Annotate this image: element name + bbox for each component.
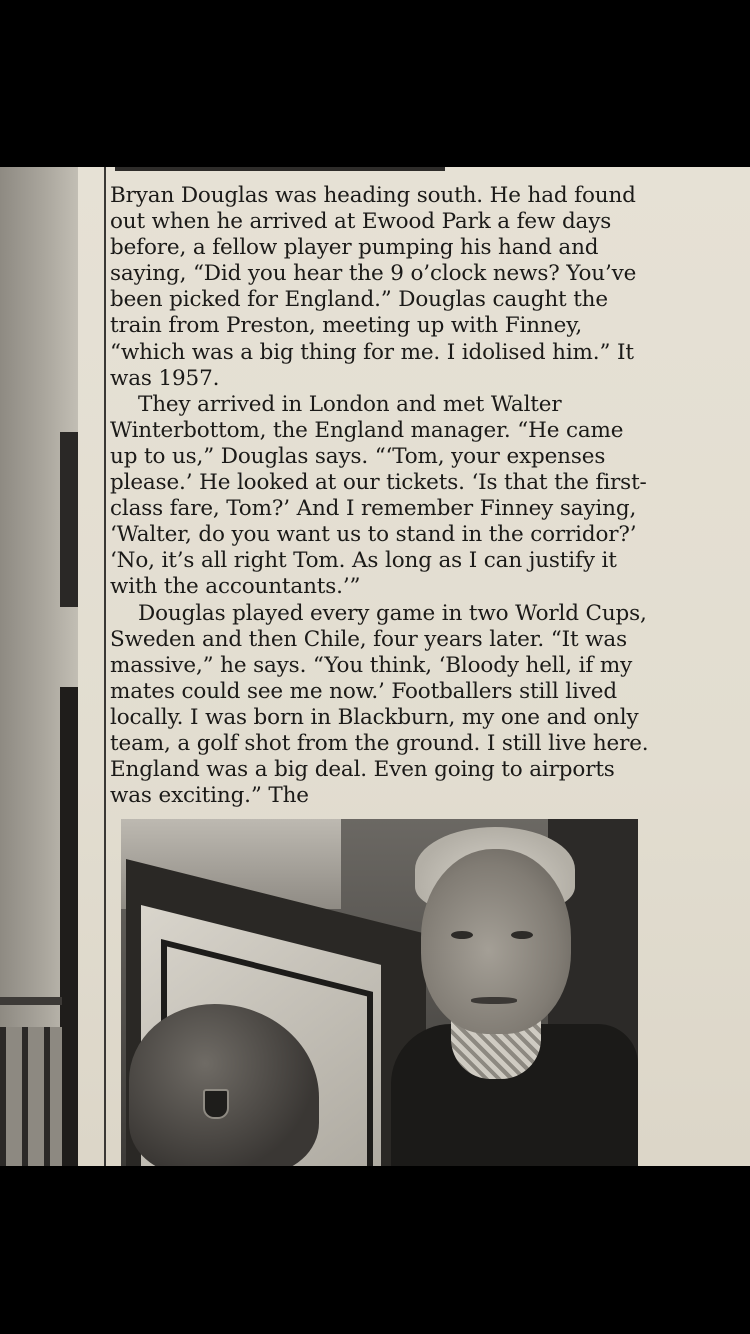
paragraph-2: They arrived in London and met Walter Winterbottom, the England manager. “He came up to us,” Douglas says. “‘Tom, your expenses please.’ He looked at our tickets. ‘Is that the first-class fare, Tom?’ And I remember Finney saying, ‘Walter, do you want us to stand in the corridor?’ ‘No, it’s all right Tom. As long as I can justify it with the accountants.’” (110, 391, 647, 600)
man-face (421, 849, 571, 1034)
adjacent-page-edge (0, 167, 78, 1166)
newspaper-photo (0, 167, 750, 1166)
paragraph-3: Douglas played every game in two World Cups, Sweden and then Chile, four years later. “It was massive,” he says. “You think, ‘Bloody hell, if my mates could see me now.’ Footballers still lived locally. I was born in Blackburn, my one and only team, a golf shot from the ground. I still live here. England was a big deal. Even going to airports was exciting.” The (110, 600, 649, 809)
article-text (110, 183, 650, 809)
paragraph-1: Bryan Douglas was heading south. He had found out when he arrived at Ewood Park a few days before, a fellow player pumping his hand and saying, “Did you hear the 9 o’clock news? You’ve been picked for England.” Douglas caught the train from Preston, meeting up with Finney, “which was a big thing for me. I idolised him.” It was 1957. (110, 183, 637, 391)
top-rule (115, 167, 445, 171)
article-photograph (121, 819, 638, 1166)
column-rule (104, 167, 106, 1166)
three-lions-crest-icon (203, 1089, 229, 1119)
